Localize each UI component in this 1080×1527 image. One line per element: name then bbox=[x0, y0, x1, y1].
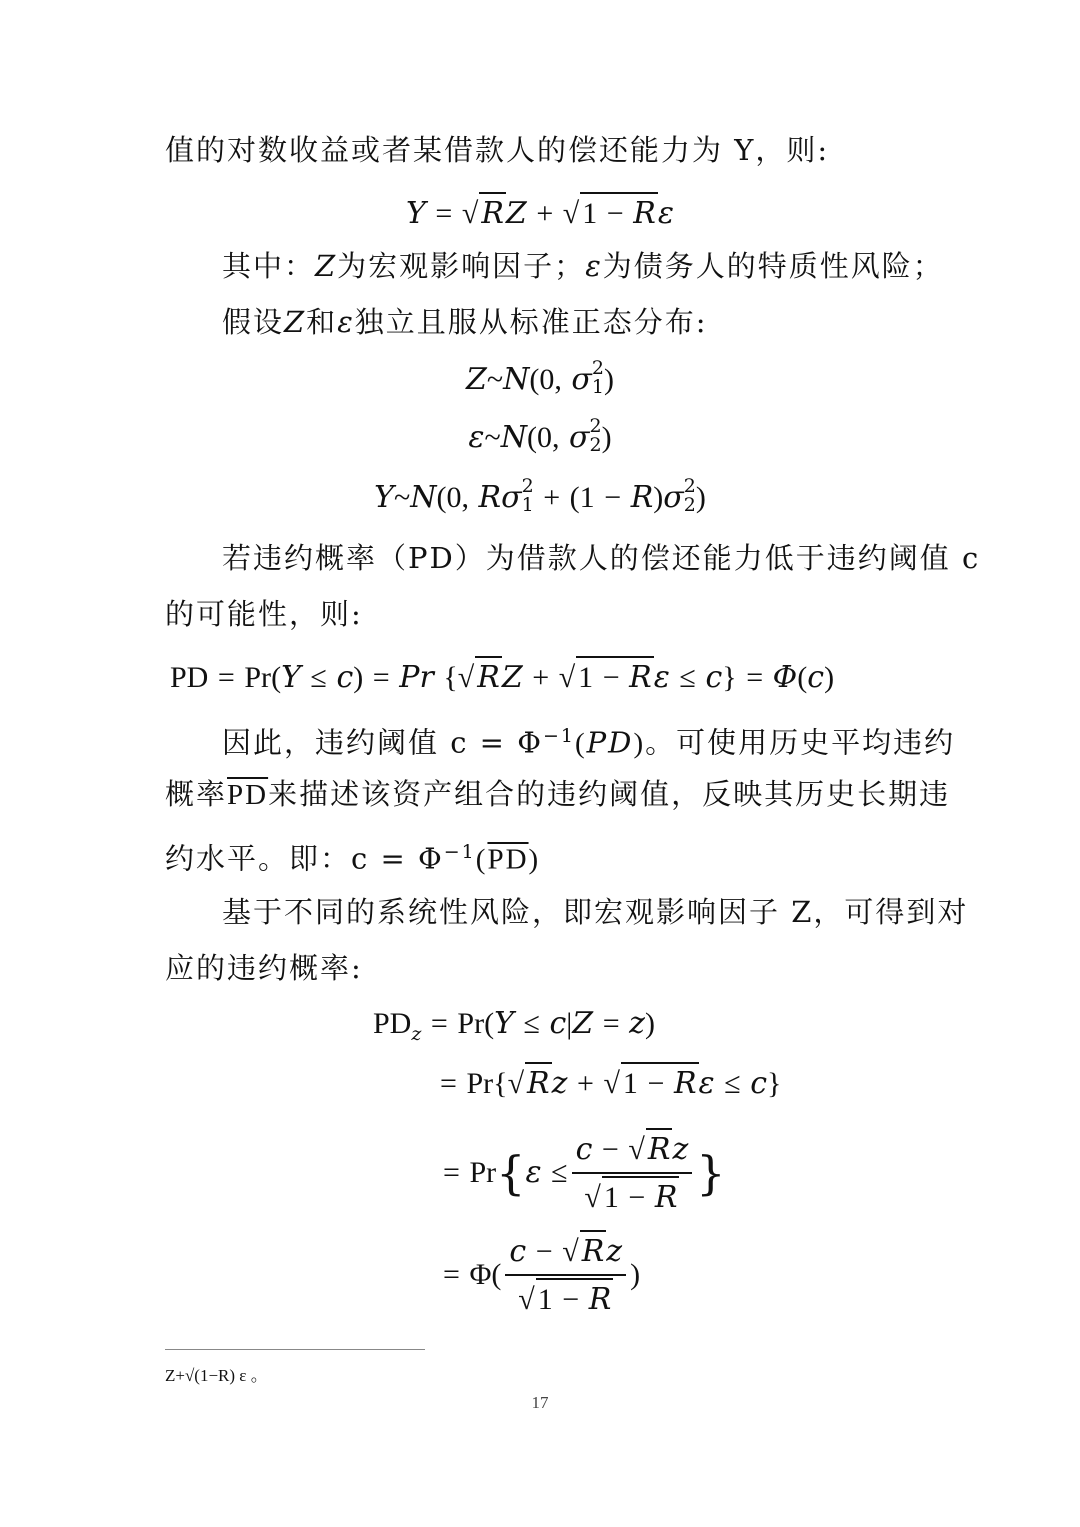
equals-sign: = bbox=[435, 197, 453, 230]
body-text-line-5: 的可能性，则: bbox=[165, 597, 363, 631]
page-number: 17 bbox=[531, 1393, 549, 1412]
radicand: 1 − R bbox=[580, 192, 658, 234]
sup-sub-index: 2 2 bbox=[589, 415, 602, 456]
symbol-y: Y bbox=[406, 196, 426, 231]
symbol-z: Z bbox=[284, 305, 307, 339]
sup-sub-index: 2 1 bbox=[591, 357, 604, 398]
equation-pd-definition: PD = Pr(Y ≤ c) = Pr {√ RZ + √ 1 − Rε ≤ c} = Φ(c) bbox=[170, 656, 930, 698]
body-text-line-2: 其中：Z为宏观影响因子；ε为债务人的特质性风险； bbox=[222, 249, 944, 283]
symbol-epsilon: ε bbox=[585, 249, 603, 283]
equation-y-distribution: Y~N(0, Rσ 2 1 + (1 − R)σ 2 2 ) bbox=[374, 475, 706, 516]
radicand-r: R bbox=[479, 192, 506, 234]
body-text-line-6: 因此，违约阈值 $c = \Phi^{-1}(PD)$。可使用历史平均违约 bbox=[222, 725, 956, 760]
average-pd: $\overline{PD}$ bbox=[227, 779, 269, 811]
symbol-z: Z bbox=[315, 249, 338, 283]
sqrt-r bbox=[462, 192, 506, 234]
body-text-line-4: 若违约概率（PD）为借款人的偿还能力低于违约阈值 c bbox=[222, 541, 981, 575]
body-text-line-1: 值的对数收益或者某借款人的偿还能力为 Y，则: bbox=[165, 133, 830, 167]
symbol-z: Z bbox=[505, 196, 527, 231]
body-text-line-7: 概率$\overline{PD}$来描述该资产组合的违约阈值，反映其历史长期违 bbox=[165, 777, 951, 811]
sqrt-one-minus-r bbox=[563, 192, 658, 234]
equation-y-decomposition bbox=[0, 192, 1080, 234]
radical-sign: √ bbox=[562, 197, 580, 230]
plus-sign: + bbox=[536, 197, 554, 230]
radical-sign: √ bbox=[461, 197, 479, 230]
sup-sub-index: 2 1 bbox=[521, 475, 534, 516]
equation-epsilon-distribution: ε~N(0, σ 2 2 ) bbox=[468, 415, 612, 456]
equation-pdz-line-4: = Φ( $\frac{c - √ Rz}{√ 1 - R}$ ) bbox=[443, 1230, 1043, 1320]
equation-z-distribution: Z~N(0, σ 2 1 ) bbox=[466, 357, 614, 398]
equation-pdz-line-2: = Pr{√ Rz + √ 1 − Rε ≤ c} bbox=[440, 1062, 1040, 1104]
fraction: $\frac{c - √ Rz}{√ 1 - R}$ bbox=[505, 1230, 626, 1320]
body-text-line-9: 基于不同的系统性风险，即宏观影响因子 Z，可得到对 bbox=[222, 895, 969, 929]
body-text-line-10: 应的违约概率: bbox=[165, 951, 363, 985]
footnote-text: Z+√(1−R) ε 。 bbox=[165, 1366, 268, 1385]
body-text-line-3: 假设Z和ε独立且服从标准正态分布: bbox=[222, 305, 708, 339]
symbol-epsilon: ε bbox=[657, 196, 674, 231]
sup-sub-index: 2 2 bbox=[683, 475, 696, 516]
symbol-epsilon: ε bbox=[337, 305, 355, 339]
equation-pdz-line-3: = Pr{ε ≤ $\frac{c - √ Rz}{√ 1 - R}$ } bbox=[443, 1128, 1043, 1218]
equation-pdz-line-1: $PD_z = Pr(Y \le c|Z = z)$ bbox=[373, 1006, 655, 1045]
fraction: $\frac{c - √ Rz}{√ 1 - R}$ bbox=[572, 1128, 693, 1218]
body-text-line-8: 约水平。即：$c = \Phi^{-1}(\overline{PD})$ bbox=[165, 841, 541, 876]
footnote-divider bbox=[165, 1349, 425, 1350]
